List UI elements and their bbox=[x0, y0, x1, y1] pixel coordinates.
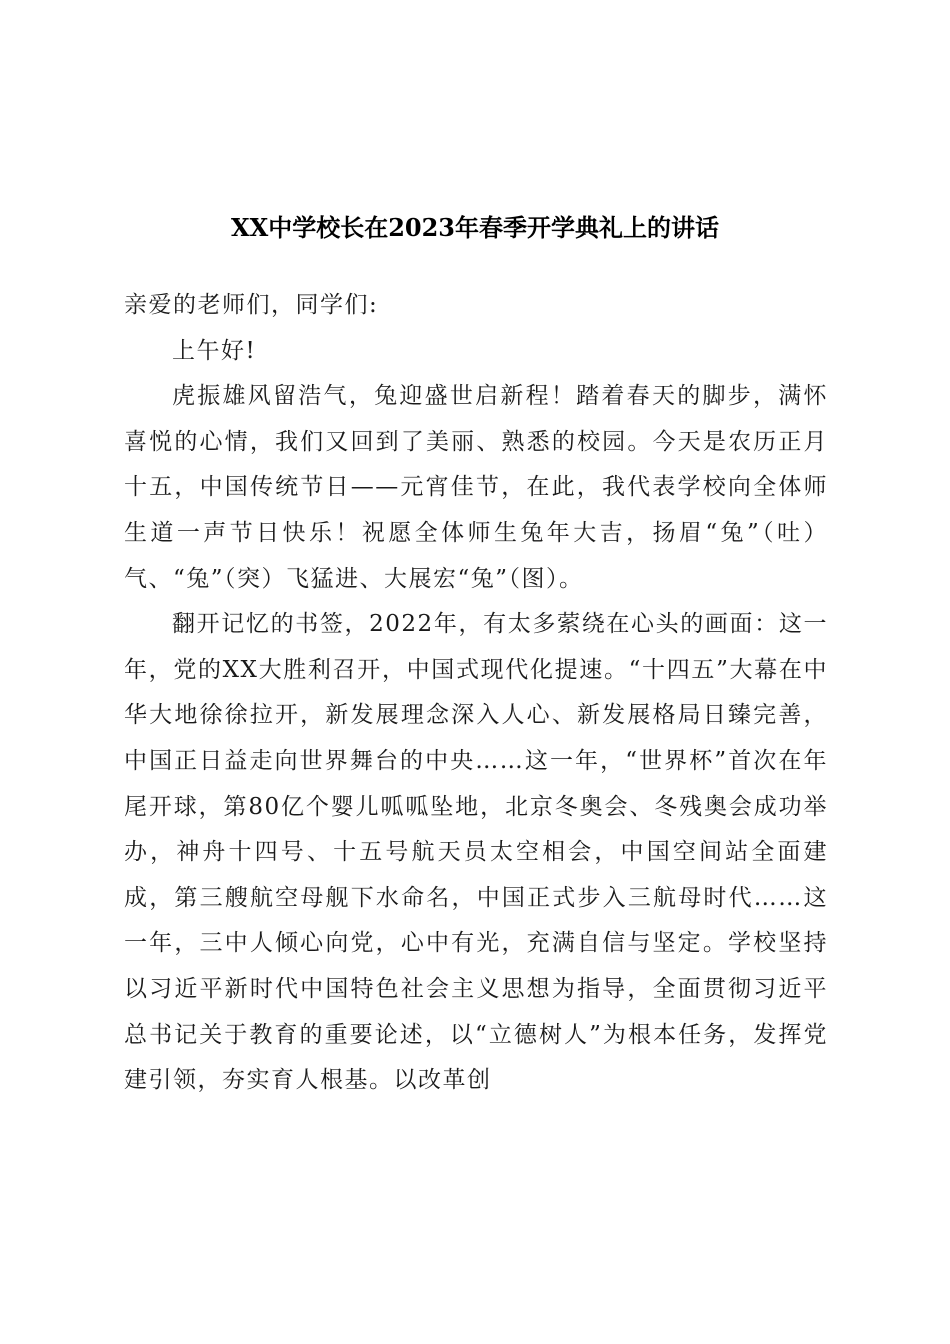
salutation: 亲爱的老师们，同学们: bbox=[124, 292, 379, 318]
document-body bbox=[124, 283, 828, 1104]
paragraph-review-2022: 翻开记忆的书签，2022年，有太多萦绕在心头的画面：这一年，党的XX大胜利召开，中国式现代化提速。“十四五”大幕在中华大地徐徐拉开，新发展理念深入人心、新发展格局日臻完善，中国正日益走向世界舞台的中央……这一年，“世界杯”首次在年尾开球，第80亿个婴儿呱呱坠地，北京冬奥会、冬残奥会成功举办，神舟十四号、十五号航天员太空相会，中国空间站全面建成，第三艘航空母舰下水命名，中国正式步入三航母时代……这一年，三中人倾心向党，心中有光，充满自信与坚定。学校坚持以习近平新时代中国特色社会主义思想为指导，全面贯彻习近平总书记关于教育的重要论述，以“立德树人”为根本任务，发挥党建引领，夯实育人根基。以改革创 bbox=[124, 611, 828, 1094]
paragraph-new-year: 虎振雄风留浩气，兔迎盛世启新程！踏着春天的脚步，满怀喜悦的心情，我们又回到了美丽、熟悉的校园。今天是农历正月十五，中国传统节日——元宵佳节，在此，我代表学校向全体师生道一声节日快乐！祝愿全体师生兔年大吉，扬眉“兔”（吐）气、“兔”（突）飞猛进、大展宏“兔”（图）。 bbox=[124, 383, 828, 592]
document-title: XX中学校长在2023年春季开学典礼上的讲话 bbox=[230, 213, 720, 242]
paragraph-greeting: 上午好! bbox=[172, 337, 257, 364]
